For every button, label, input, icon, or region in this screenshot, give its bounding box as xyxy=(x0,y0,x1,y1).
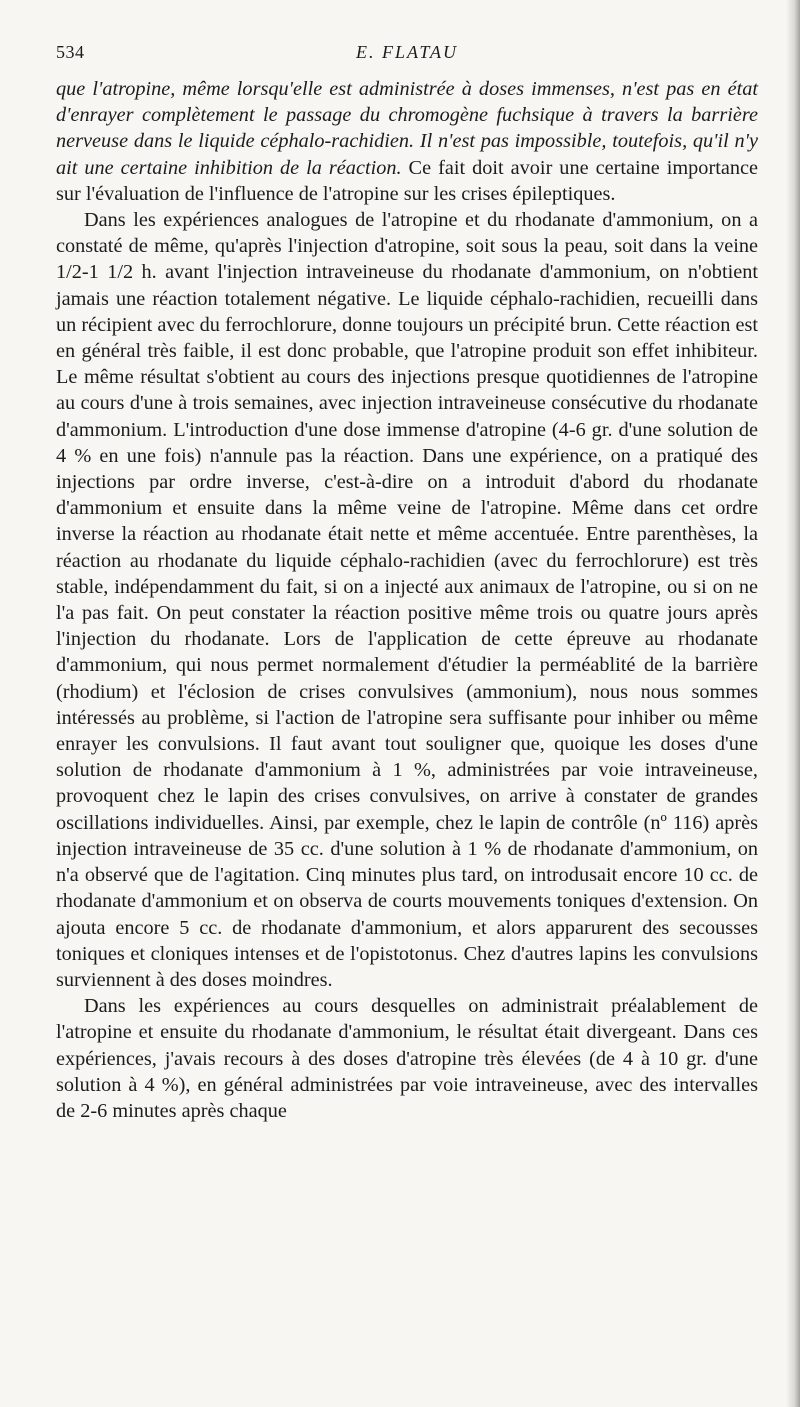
paragraph-1 xyxy=(56,76,758,207)
paragraph-1-text: Ce fait doit avoir une certaine importance sur l'évaluation de l'influence de l'atropine sur les crises épileptiques. xyxy=(56,156,758,205)
page-edge-shadow xyxy=(786,0,800,1407)
page-header xyxy=(56,42,758,64)
paragraph-2: Dans les expériences analogues de l'atropine et du rhodanate d'ammonium, on a constaté de même, qu'après l'injection d'atropine, soit sous la peau, soit dans la veine 1/2-1 1/2 h. avant l'injection intraveineuse du rhodanate d'ammonium, on n'obtient jamais une réaction totalement négative. Le liquide céphalo-rachidien, recueilli dans un récipient avec du ferrochlorure, donne toujours un précipité brun. Cette réaction est en général très faible, il est donc probable, que l'atropine produit son effet inhibiteur. Le même résultat s'obtient au cours des injections presque quotidiennes de l'atropine au cours d'une à trois semaines, avec injection intraveineuse consécutive du rhodanate d'ammonium. L'introduction d'une dose immense d'atropine (4-6 gr. d'une solution de 4 % en une fois) n'annule pas la réaction. Dans une expérience, on a pratiqué des injections par ordre inverse, c'est-à-dire on a introduit d'abord du rhodanate d'ammonium et ensuite dans la même veine de l'atropine. Même dans cet ordre inverse la réaction au rhodanate était nette et même accentuée. Entre parenthèses, la réaction au rhodanate du liquide céphalo-rachidien (avec du ferrochlorure) est très stable, indépendamment du fait, si on a injecté aux animaux de l'atropine, ou si on ne l'a pas fait. On peut constater la réaction positive même trois ou quatre jours après l'injection du rhodanate. Lors de l'application de cette épreuve au rhodanate d'ammonium, qui nous permet normalement d'étudier la perméablité de la barrière (rhodium) et l'éclosion de crises convulsives (ammonium), nous nous sommes intéressés au problème, si l'action de l'atropine sera suffisante pour inhiber ou même enrayer les convulsions. Il faut avant tout souligner que, quoique les doses d'une solution de rhodanate d'ammonium à 1 %, administrées par voie intraveineuse, provoquent chez le lapin des crises convulsives, on arrive à constater de grandes oscillations individuelles. Ainsi, par exemple, chez le lapin de contrôle (nº 116) après injection intraveineuse de 35 cc. d'une solution à 1 % de rhodanate d'ammonium, on n'a observé que de l'agitation. Cinq minutes plus tard, on introdusait encore 10 cc. de rhodanate d'ammonium et on observa de courts mouvements toniques d'extension. On ajouta encore 5 cc. de rhodanate d'ammonium, et alors apparurent des secousses toniques et cloniques intenses et de l'opistotonus. Chez d'autres lapins les convulsions surviennent à des doses moindres. xyxy=(56,209,758,991)
paragraph-3: Dans les expériences au cours desquelles on administrait préalablement de l'atropine et ensuite du rhodanate d'ammonium, le résultat était divergeant. Dans ces expériences, j'avais recours à des doses d'atropine très élevées (de 4 à 10 gr. d'une solution à 4 %), en général administrées par voie intraveineuse, avec des intervalles de 2-6 minutes après chaque xyxy=(56,995,758,1122)
page-number: 534 xyxy=(56,42,85,62)
paragraph-1-italic: que l'atropine, même lorsqu'elle est administrée à doses immenses, n'est pas en état d'enrayer complètement le passage du chromogène fuchsique à travers la barrière nerveuse dans le liquide céphalo-rachidien. Il n'est pas impossible, toutefois, qu'il n'y ait une certaine inhibition de la réaction. xyxy=(56,78,758,179)
running-title: E. FLATAU xyxy=(356,42,458,62)
body-text xyxy=(56,76,758,1124)
